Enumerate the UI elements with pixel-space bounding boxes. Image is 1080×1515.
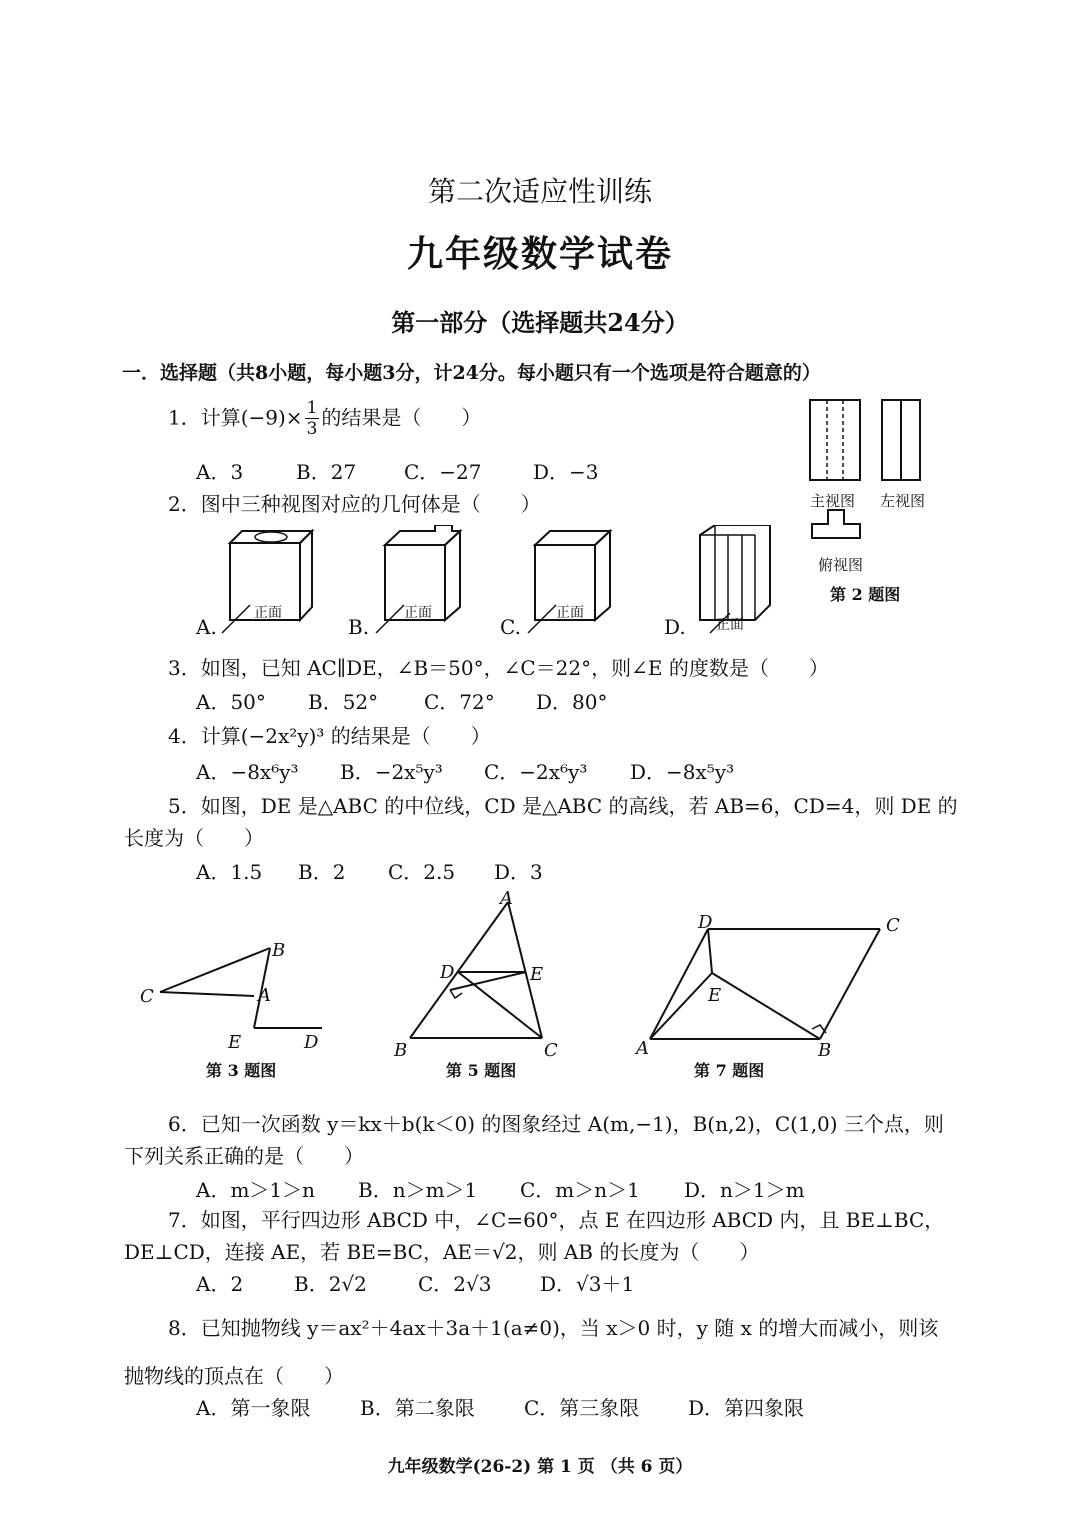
q2-option-b-label: B. (348, 615, 370, 639)
fig3-label-e: E (228, 1032, 242, 1053)
q2-option-a-label: A. (196, 615, 217, 639)
fig3-label-b: B (272, 940, 286, 961)
q3-option-a: A．50° (196, 690, 266, 714)
q6-option-d: D．n＞1＞m (684, 1178, 805, 1202)
q8-option-a: A．第一象限 (196, 1396, 311, 1420)
q2-a-front-label: 正面 (254, 605, 282, 621)
fig5-label-d: D (440, 962, 455, 983)
q1-option-a: A．3 (196, 460, 244, 484)
q5-option-b: B．2 (298, 860, 346, 884)
q7-option-d: D．√3＋1 (540, 1272, 635, 1296)
q3-option-b: B．52° (308, 690, 379, 714)
q6-option-a: A．m＞1＞n (196, 1178, 316, 1202)
q1-option-b: B．27 (296, 460, 357, 484)
q5-option-d: D．3 (494, 860, 543, 884)
question-5-line1: 5．如图，DE 是△ABC 的中位线，CD 是△ABC 的高线，若 AB=6，CD=4，则 DE 的 (168, 794, 958, 818)
question-4: 4．计算(−2x²y)³ 的结果是（ ） (168, 724, 491, 748)
question-5-line2: 长度为（ ） (124, 826, 264, 850)
q2-option-d-label: D. (664, 615, 686, 639)
fig3-label-d: D (304, 1032, 319, 1053)
q1-suffix: 的结果是（ ） (321, 405, 482, 430)
q8-option-b: B．第二象限 (360, 1396, 475, 1420)
q8-option-c: C．第三象限 (524, 1396, 640, 1420)
question-6-line1: 6．已知一次函数 y＝kx＋b(k＜0) 的图象经过 A(m,−1)，B(n,2)，C(1,0) 三个点，则 (168, 1112, 944, 1136)
question-6-line2: 下列关系正确的是（ ） (124, 1144, 364, 1168)
fig5-label-b: B (394, 1040, 408, 1061)
q6-option-b: B．n＞m＞1 (358, 1178, 478, 1202)
q1-fraction (305, 400, 320, 438)
fig7-label-a: A (636, 1038, 649, 1059)
q3-option-d: D．80° (536, 690, 608, 714)
question-8-line2: 抛物线的顶点在（ ） (124, 1364, 344, 1388)
q1-option-c: C．−27 (404, 460, 482, 484)
q8-option-d: D．第四象限 (688, 1396, 805, 1420)
fig7-label-b: B (818, 1040, 832, 1061)
q6-option-c: C．m＞n＞1 (520, 1178, 640, 1202)
q7-option-b: B．2√2 (294, 1272, 367, 1296)
fig7-label-d: D (698, 912, 713, 933)
section-heading: 一．选择题（共8小题，每小题3分，计24分。每小题只有一个选项是符合题意的） (122, 362, 821, 384)
fig7-caption: 第 7 题图 (694, 1061, 765, 1080)
q5-option-c: C．2.5 (388, 860, 456, 884)
fig3-label-a: A (258, 985, 271, 1006)
fig5-label-c: C (544, 1040, 558, 1061)
question-7-line2: DE⊥CD，连接 AE，若 BE=BC，AE＝√2，则 AB 的长度为（ ） (124, 1240, 760, 1264)
fig3-label-c: C (140, 986, 154, 1007)
view-left-label: 左视图 (880, 492, 926, 510)
q2-option-c-label: C. (500, 615, 521, 639)
q7-option-c: C．2√3 (418, 1272, 492, 1296)
q1-frac-den: 3 (306, 419, 318, 439)
q5-option-a: A．1.5 (196, 860, 263, 884)
exam-subtitle: 第二次适应性训练 (427, 175, 652, 208)
question-8-line1: 8．已知抛物线 y＝ax²＋4ax＋3a＋1(a≠0)，当 x＞0 时，y 随 x 的增大而减小，则该 (168, 1316, 939, 1340)
question-7-line1: 7．如图，平行四边形 ABCD 中，∠C=60°，点 E 在四边形 ABCD 内，且 BE⊥BC， (168, 1208, 945, 1232)
q1-prefix: 1．计算(−9)× (168, 405, 303, 430)
q1-option-d: D．−3 (533, 460, 599, 484)
q4-option-b: B．−2x⁵y³ (340, 760, 443, 784)
fig2-caption: 第 2 题图 (830, 585, 901, 604)
q4-option-d: D．−8x⁵y³ (630, 760, 735, 784)
view-front-label: 主视图 (810, 492, 856, 510)
view-top-label: 俯视图 (818, 556, 864, 574)
fig7-geometry (640, 915, 900, 1050)
fig5-label-e: E (530, 964, 544, 985)
fig5-caption: 第 5 题图 (446, 1061, 517, 1080)
fig5-label-a: A (500, 888, 513, 909)
exam-title: 九年级数学试卷 (406, 233, 673, 275)
q1-frac-num: 1 (306, 398, 318, 418)
q2-d-front-label: 正面 (716, 617, 744, 633)
question-1 (168, 400, 481, 438)
q4-option-a: A．−8x⁶y³ (196, 760, 299, 784)
q4-option-c: C．−2x⁶y³ (484, 760, 588, 784)
q2-b-front-label: 正面 (404, 605, 432, 621)
q2-c-front-label: 正面 (556, 605, 584, 621)
page-footer: 九年级数学(26-2) 第 1 页 （共 6 页） (387, 1457, 693, 1477)
part-title: 第一部分（选择题共24分） (391, 308, 689, 337)
question-3: 3．如图，已知 AC∥DE，∠B＝50°，∠C＝22°，则∠E 的度数是（ ） (168, 656, 829, 680)
fig7-label-c: C (886, 915, 900, 936)
question-2: 2．图中三种视图对应的几何体是（ ） (168, 492, 541, 516)
q2-solids-figure (190, 525, 790, 645)
fig3-caption: 第 3 题图 (206, 1061, 277, 1080)
q3-option-c: C．72° (424, 690, 495, 714)
q7-option-a: A．2 (196, 1272, 244, 1296)
fig7-label-e: E (708, 985, 722, 1006)
